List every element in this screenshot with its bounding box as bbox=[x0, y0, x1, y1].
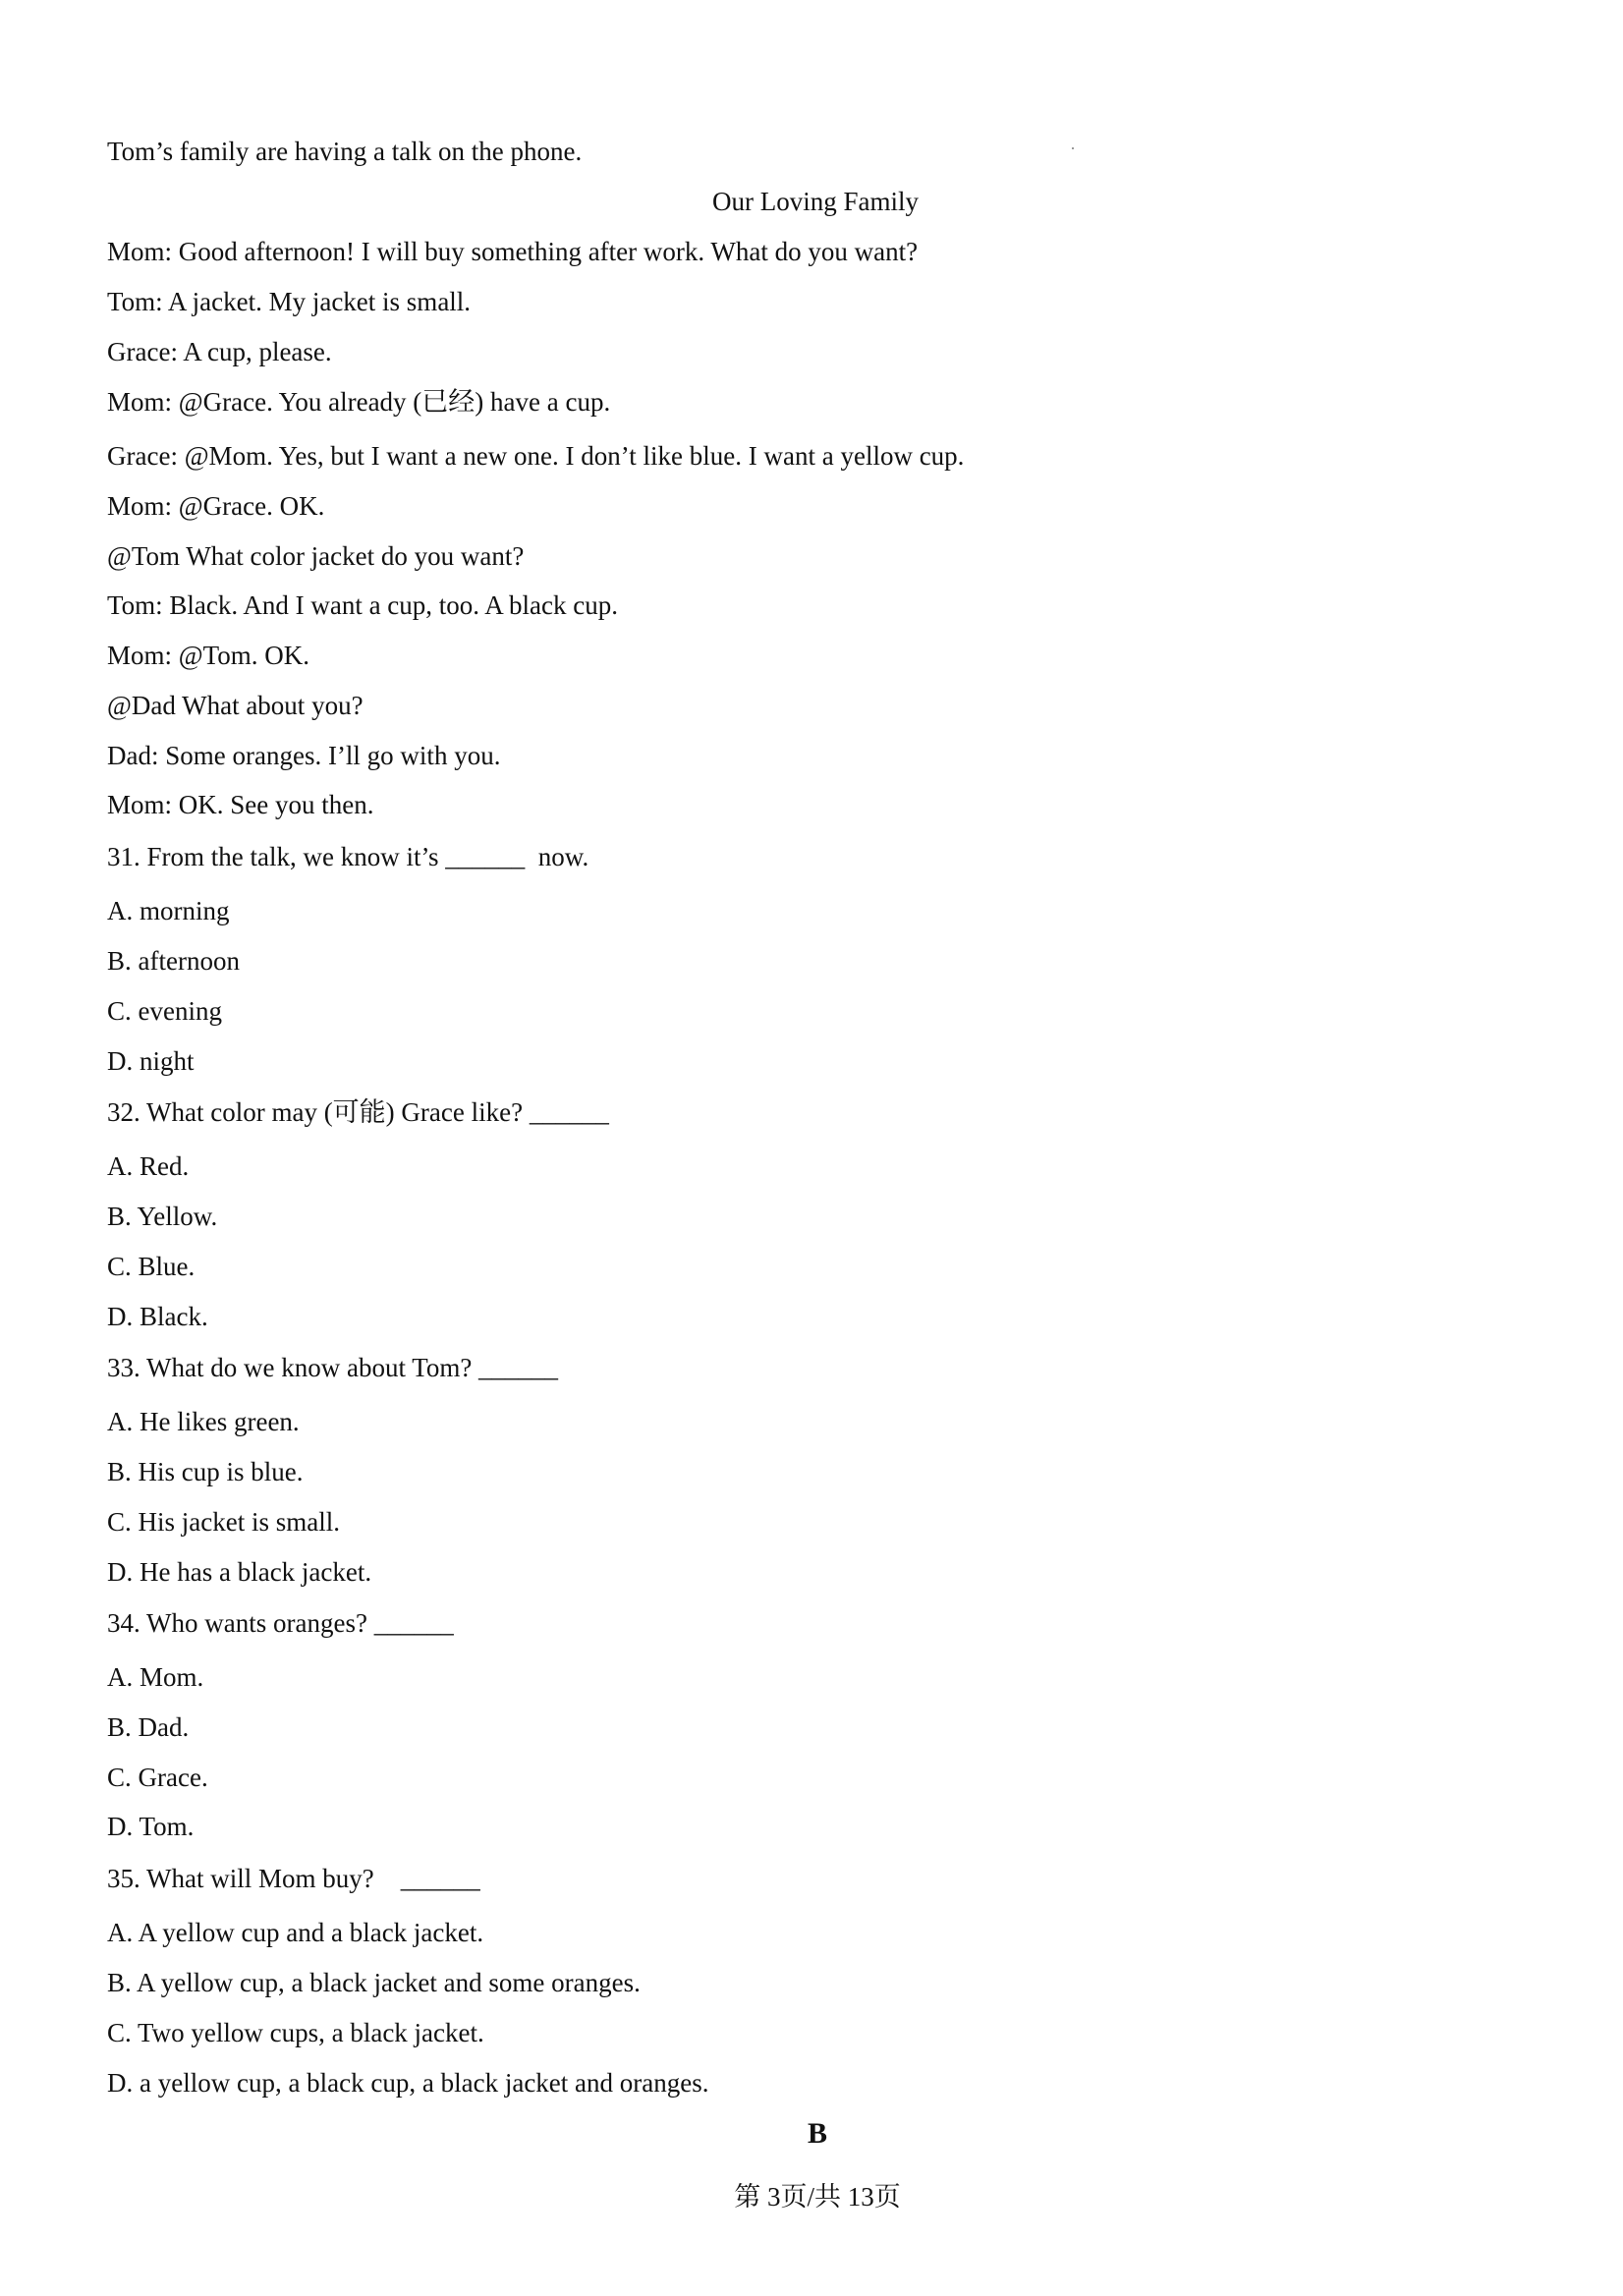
question-31-option-c: C. evening bbox=[107, 996, 222, 1026]
question-35-option-b: B. A yellow cup, a black jacket and some oranges. bbox=[107, 1968, 641, 1997]
question-32-option-c: C. Blue. bbox=[107, 1252, 196, 1281]
dialogue-line: Tom: A jacket. My jacket is small. bbox=[107, 287, 472, 316]
question-33-stem: 33. What do we know about Tom? ______ bbox=[107, 1353, 559, 1382]
page-footer: 第 3页/共 13页 bbox=[734, 2182, 901, 2212]
question-34-option-a: A. Mom. bbox=[107, 1662, 204, 1692]
dialogue-line: @Tom What color jacket do you want? bbox=[107, 541, 525, 571]
intro-text: Tom’s family are having a talk on the phone. bbox=[107, 137, 583, 166]
question-31-option-a: A. morning bbox=[107, 896, 230, 925]
question-33-option-b: B. His cup is blue. bbox=[107, 1457, 304, 1486]
question-34-stem: 34. Who wants oranges? ______ bbox=[107, 1608, 454, 1638]
question-31-option-d: D. night bbox=[107, 1046, 195, 1076]
dialogue-line: Mom: @Tom. OK. bbox=[107, 641, 309, 670]
dialogue-line: Mom: @Grace. You already (已经) have a cup. bbox=[107, 387, 611, 417]
section-heading-b: B bbox=[807, 2117, 827, 2150]
question-33-option-a: A. He likes green. bbox=[107, 1407, 300, 1436]
dialogue-line: Grace: @Mom. Yes, but I want a new one. I don’t like blue. I want a yellow cup. bbox=[107, 441, 965, 471]
question-32-option-a: A. Red. bbox=[107, 1151, 190, 1181]
question-35-option-a: A. A yellow cup and a black jacket. bbox=[107, 1918, 484, 1947]
question-35-option-d: D. a yellow cup, a black cup, a black jacket and oranges. bbox=[107, 2068, 709, 2098]
dialogue-line: Tom: Black. And I want a cup, too. A black cup. bbox=[107, 590, 619, 620]
question-32-stem: 32. What color may (可能) Grace like? ______ bbox=[107, 1097, 609, 1127]
scan-speck bbox=[1072, 147, 1074, 149]
dialogue-line: Mom: OK. See you then. bbox=[107, 790, 374, 819]
question-34-option-d: D. Tom. bbox=[107, 1812, 195, 1841]
question-34-option-c: C. Grace. bbox=[107, 1763, 208, 1792]
question-33-option-d: D. He has a black jacket. bbox=[107, 1557, 372, 1587]
question-32-option-d: D. Black. bbox=[107, 1302, 208, 1331]
dialogue-line: Mom: @Grace. OK. bbox=[107, 491, 325, 521]
passage-title: Our Loving Family bbox=[712, 187, 919, 216]
question-35-stem: 35. What will Mom buy? ______ bbox=[107, 1864, 480, 1893]
question-35-option-c: C. Two yellow cups, a black jacket. bbox=[107, 2018, 484, 2047]
dialogue-line: Dad: Some oranges. I’ll go with you. bbox=[107, 741, 501, 770]
question-34-option-b: B. Dad. bbox=[107, 1712, 190, 1742]
question-31-option-b: B. afternoon bbox=[107, 946, 240, 976]
dialogue-line: Grace: A cup, please. bbox=[107, 337, 332, 366]
dialogue-line: @Dad What about you? bbox=[107, 691, 364, 720]
question-32-option-b: B. Yellow. bbox=[107, 1202, 218, 1231]
dialogue-line: Mom: Good afternoon! I will buy something after work. What do you want? bbox=[107, 237, 919, 266]
question-33-option-c: C. His jacket is small. bbox=[107, 1507, 340, 1537]
question-31-stem: 31. From the talk, we know it’s ______ now. bbox=[107, 842, 589, 871]
